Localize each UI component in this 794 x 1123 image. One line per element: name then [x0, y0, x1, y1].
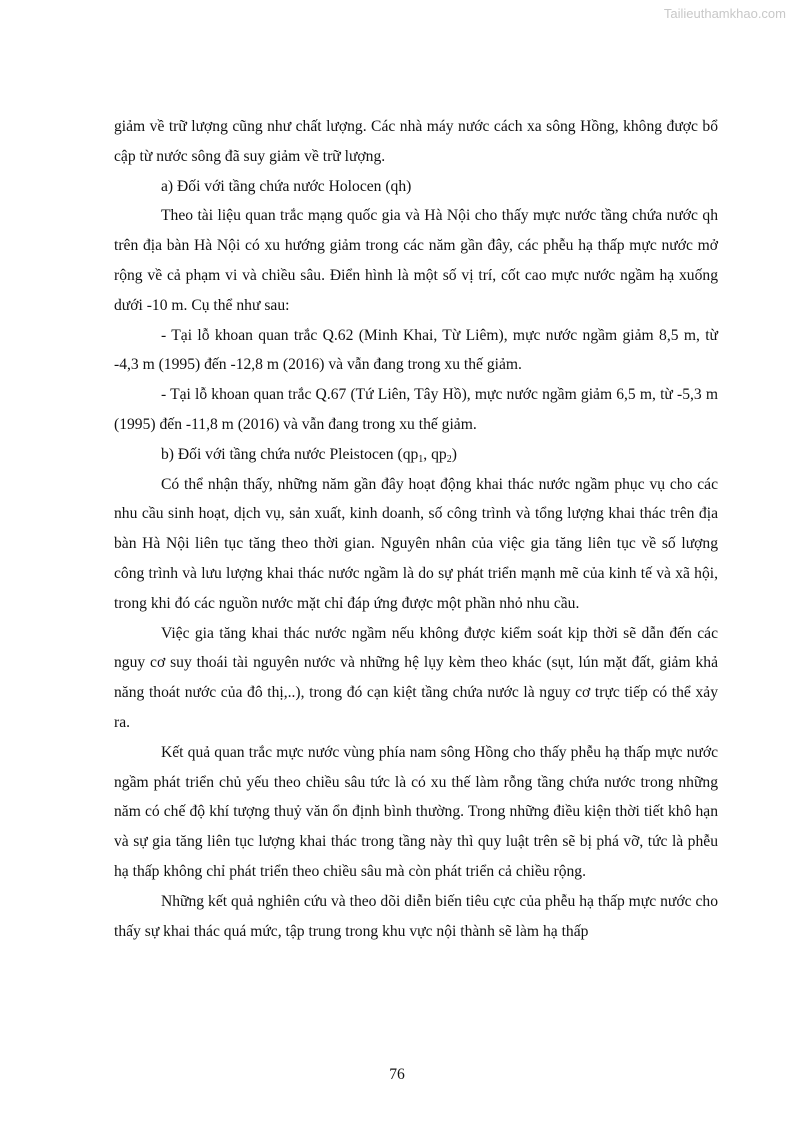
page-number: 76 [389, 1066, 405, 1083]
paragraph-monitoring: Theo tài liệu quan trắc mạng quốc gia và Hà Nội cho thấy mực nước tầng chứa nước qh trên địa bàn Hà Nội có xu hướng giảm trong các năm gần đây, các phễu hạ thấp mực nước mở rộng về cả phạm vi và chiều sâu. Điển hình là một số vị trí, cốt cao mực nước ngầm hạ xuống dưới -10 m. Cụ thể như sau: [114, 207, 718, 314]
paragraph-conclusion: Những kết quả nghiên cứu và theo dõi diễn biến tiêu cực của phễu hạ thấp mực nước cho thấy sự khai thác quá mức, tập trung trong khu vực nội thành sẽ làm hạ thấp [114, 892, 718, 940]
paragraph-continuation: giảm về trữ lượng cũng như chất lượng. Các nhà máy nước cách xa sông Hồng, không được bổ cập từ nước sông đã suy giảm về trữ lượng. [114, 118, 718, 165]
watermark: Tailieuthamkhao.com [663, 6, 786, 21]
paragraph-risk: Việc gia tăng khai thác nước ngầm nếu không được kiểm soát kịp thời sẽ dẫn đến các nguy cơ suy thoái tài nguyên nước và những hệ lụy kèm theo khác (sụt, lún mặt đất, giảm khả năng thoát nước của đô thị,..), trong đó cạn kiệt tầng chứa nước là nguy cơ trực tiếp có thể xảy ra. [114, 624, 718, 731]
paragraph-exploitation: Có thể nhận thấy, những năm gần đây hoạt động khai thác nước ngầm phục vụ cho các nhu cầu sinh hoạt, dịch vụ, sản xuất, kinh doanh, số công trình và tổng lượng khai thác trên địa bàn Hà Nội liên tục tăng theo thời gian. Nguyên nhân của việc gia tăng liên tục về số lượng công trình và lưu lượng khai thác nước ngầm là do sự phát triển mạnh mẽ của kinh tế và xã hội, trong khi đó các nguồn nước mặt chỉ đáp ứng được một phần nhỏ nhu cầu. [114, 475, 718, 612]
bullet-q67: - Tại lỗ khoan quan trắc Q.67 (Tứ Liên, Tây Hồ), mực nước ngầm giảm 6,5 m, từ -5,3 m (1995) đến -11,8 m (2016) và vẫn đang trong xu thế giảm. [114, 386, 718, 433]
paragraph-results: Kết quả quan trắc mực nước vùng phía nam sông Hồng cho thấy phễu hạ thấp mực nước ngầm phát triển chủ yếu theo chiều sâu tức là có xu thế làm rỗng tầng chứa nước trong những năm có chế độ khí tượng thuỷ văn ổn định bình thường. Trong những điều kiện thời tiết khô hạn và sự gia tăng liên tục lượng khai thác trong tầng này thì quy luật trên sẽ bị phá vỡ, tức là phễu hạ thấp không chỉ phát triển theo chiều sâu mà còn phát triển cả chiều rộng. [114, 743, 718, 880]
heading-holocen: a) Đối với tầng chứa nước Holocen (qh) [161, 177, 412, 195]
bullet-q62: - Tại lỗ khoan quan trắc Q.62 (Minh Khai, Từ Liêm), mực nước ngầm giảm 8,5 m, từ -4,3 m (1995) đến -12,8 m (2016) và vẫn đang trong xu thế giảm. [114, 326, 718, 374]
page-body [114, 112, 718, 946]
heading-pleistocen: b) Đối với tầng chứa nước Pleistocen ($qp_1$, $qp_2$) [161, 445, 457, 465]
